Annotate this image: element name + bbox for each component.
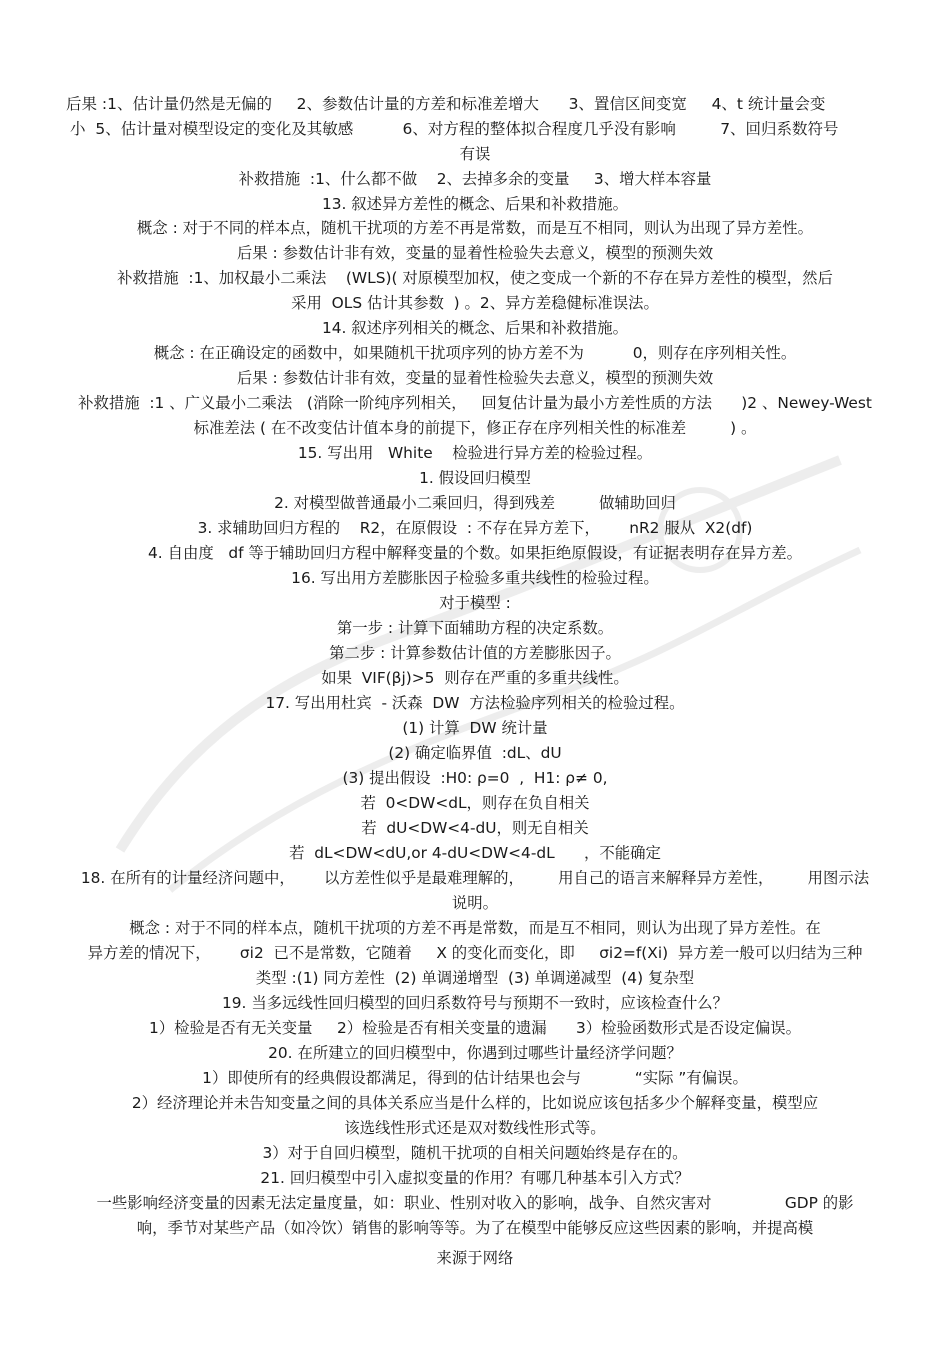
text-line-43: 3）对于自回归模型，随机干扰项的自相关问题始终是存在的。 <box>262 1144 688 1162</box>
text-line-13: 补救措施 :1 、广义最小二乘法 (消除一阶纯序列相关， 回复估计量为最小方差性质的方法 )2 、Newey-West <box>78 394 872 412</box>
text-line-24: 如果 VIF(βj)>5 则存在严重的多重共线性。 <box>321 669 629 687</box>
text-line-16: 1. 假设回归模型 <box>419 469 531 487</box>
text-line-40: 1）即使所有的经典假设都满足，得到的估计结果也会与 “实际 ”有偏误。 <box>202 1069 748 1087</box>
text-line-36: 类型 :(1) 同方差性 (2) 单调递增型 (3) 单调递减型 (4) 复杂型 <box>255 969 695 987</box>
text-line-6: 概念 : 对于不同的样本点，随机干扰项的方差不再是常数，而是互不相同，则认为出现了异方差性。 <box>136 219 814 237</box>
text-line-8: 补救措施 :1、加权最小二乘法 (WLS)( 对原模型加权，使之变成一个新的不存在异方差性的模型，然后 <box>117 269 833 287</box>
heading-18: 18. 在所有的计量经济问题中， 以方差性似乎是最难理解的， 用自己的语言来解释异方差性， 用图示法 <box>80 869 870 887</box>
text-line-33: 说明。 <box>451 894 499 912</box>
text-line-29: 若 0<DW<dL，则存在负自相关 <box>360 794 590 812</box>
text-line-9: 采用 OLS 估计其参数 ) 。2、异方差稳健标准误法。 <box>291 294 659 312</box>
text-line-7: 后果 : 参数估计非有效，变量的显着性检验失去意义，模型的预测失效 <box>236 244 714 262</box>
text-line-30: 若 dU<DW<4-dU，则无自相关 <box>361 819 589 837</box>
heading-20: 20. 在所建立的回归模型中，你遇到过哪些计量经济学问题？ <box>268 1044 682 1062</box>
text-line-18: 3. 求辅助回归方程的 R2，在原假设 : 不存在异方差下， nR2 服从 X2(df) <box>197 519 753 537</box>
text-line-3: 有误 <box>459 145 491 163</box>
text-line-1: 后果 :1、估计量仍然是无偏的 2、参数估计量的方差和标准差增大 3、置信区间变宽 4、t 统计量会变 <box>66 95 826 113</box>
page-footer-source: 来源于网络 <box>436 1249 514 1267</box>
text-line-42: 该选线性形式还是双对数线性形式等。 <box>344 1119 606 1137</box>
heading-14: 14. 叙述序列相关的概念、后果和补救措施。 <box>321 319 629 337</box>
text-line-26: (1) 计算 DW 统计量 <box>402 719 548 737</box>
text-line-21: 对于模型 : <box>439 594 511 612</box>
text-line-14: 标准差法 ( 在不改变估计值本身的前提下，修正存在序列相关性的标准差 ) 。 <box>193 419 757 437</box>
text-line-35: 异方差的情况下， σi2 已不是常数，它随着 X 的变化而变化，即 σi2=f(Xi) 异方差一般可以归结为三种 <box>87 944 863 962</box>
text-line-12: 后果 : 参数估计非有效，变量的显着性检验失去意义，模型的预测失效 <box>236 369 714 387</box>
heading-19: 19. 当多远线性回归模型的回归系数符号与预期不一致时，应该检查什么？ <box>221 994 729 1012</box>
heading-15: 15. 写出用 White 检验进行异方差的检验过程。 <box>297 444 653 462</box>
heading-16: 16. 写出用方差膨胀因子检验多重共线性的检验过程。 <box>291 569 659 587</box>
text-line-11: 概念 : 在正确设定的函数中，如果随机干扰项序列的协方差不为 0，则存在序列相关性。 <box>153 344 797 362</box>
heading-13: 13. 叙述异方差性的概念、后果和补救措施。 <box>321 195 629 213</box>
text-line-34: 概念 : 对于不同的样本点，随机干扰项的方差不再是常数，而是互不相同，则认为出现了异方差性。在 <box>129 919 821 937</box>
text-line-41: 2）经济理论并未告知变量之间的具体关系应当是什么样的，比如说应该包括多少个解释变量，模型应 <box>131 1094 819 1112</box>
text-line-28: (3) 提出假设 :H0: ρ=0 , H1: ρ≠ 0, <box>342 769 608 787</box>
text-line-46: 响，季节对某些产品（如冷饮）销售的影响等等。为了在模型中能够反应这些因素的影响，并提高模 <box>136 1219 814 1237</box>
text-line-17: 2. 对模型做普通最小二乘回归，得到残差 做辅助回归 <box>274 494 676 512</box>
text-line-19: 4. 自由度 df 等于辅助回归方程中解释变量的个数。如果拒绝原假设，有证据表明存在异方差。 <box>148 544 802 562</box>
text-line-23: 第二步 : 计算参数估计值的方差膨胀因子。 <box>329 644 621 662</box>
text-line-22: 第一步 : 计算下面辅助方程的决定系数。 <box>336 619 614 637</box>
text-line-27: (2) 确定临界值 :dL、dU <box>388 744 562 762</box>
text-line-2: 小 5、估计量对模型设定的变化及其敏感 6、对方程的整体拟合程度几乎没有影响 7、回归系数符号 <box>70 120 839 138</box>
text-line-45: 一些影响经济变量的因素无法定量度量，如：职业、性别对收入的影响，战争、自然灾害对 GDP 的影 <box>96 1194 854 1212</box>
text-line-38: 1）检验是否有无关变量 2）检验是否有相关变量的遗漏 3）检验函数形式是否设定偏误。 <box>148 1019 802 1037</box>
text-line-4: 补救措施 :1、什么都不做 2、去掉多余的变量 3、增大样本容量 <box>238 170 712 188</box>
heading-21: 21. 回归模型中引入虚拟变量的作用？有哪几种基本引入方式？ <box>260 1169 690 1187</box>
heading-17: 17. 写出用杜宾 - 沃森 DW 方法检验序列相关的检验过程。 <box>265 694 685 712</box>
text-line-31: 若 dL<DW<dU,or 4-dU<DW<4-dL ，不能确定 <box>289 844 661 862</box>
